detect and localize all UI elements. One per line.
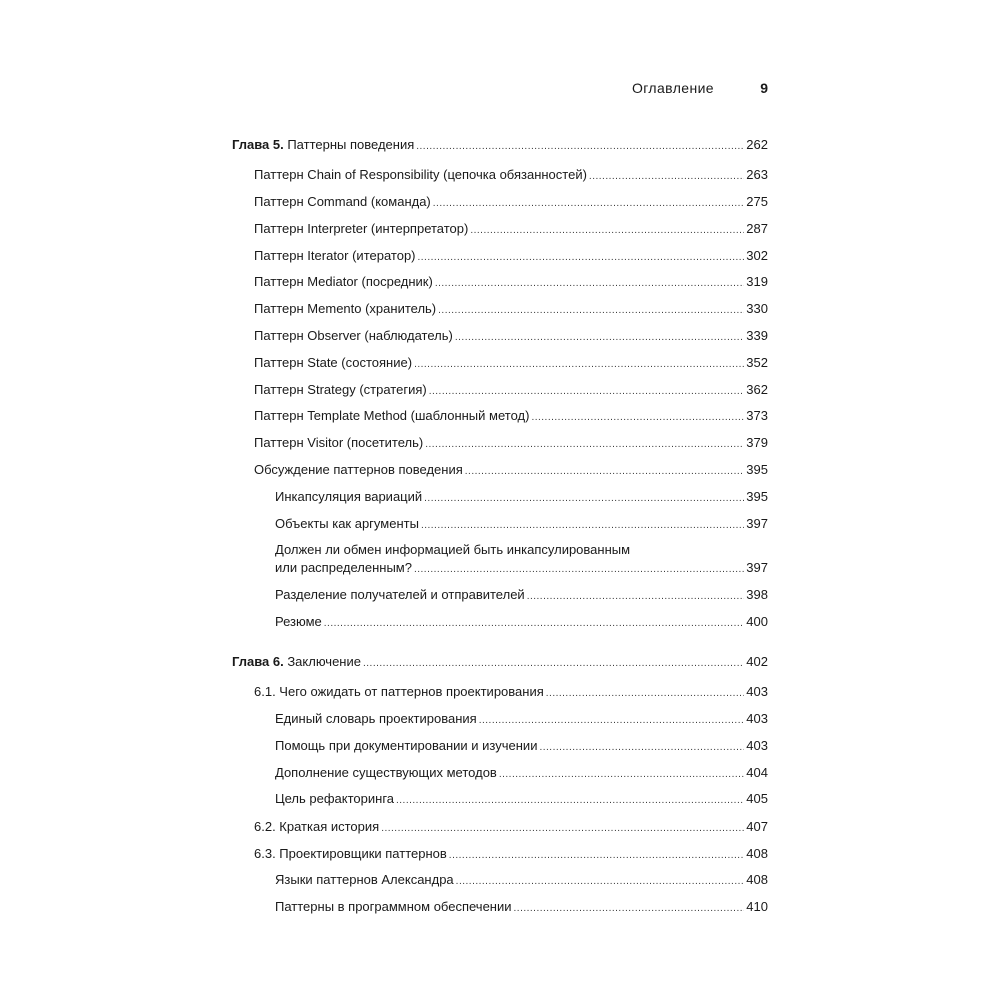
- toc-page-number: 379: [746, 435, 768, 450]
- toc-entry-title: Паттерн Visitor (посетитель): [254, 435, 424, 450]
- toc-page-number: 397: [746, 516, 768, 531]
- toc-entry[interactable]: [254, 220, 768, 237]
- toc-subentry[interactable]: [275, 515, 768, 532]
- toc-page-number: 302: [746, 248, 768, 263]
- toc-entry[interactable]: [254, 845, 768, 862]
- toc-entry-title: Объекты как аргументы: [275, 516, 419, 531]
- toc-subentry[interactable]: [275, 764, 768, 781]
- dot-leader: [465, 465, 745, 478]
- toc-entry-title: Паттерн Command (команда): [254, 194, 431, 209]
- toc-page-number: 262: [746, 137, 768, 152]
- toc-entry-title: Единый словарь проектирования: [275, 711, 477, 726]
- dot-leader: [527, 590, 745, 603]
- toc-entry-title: Дополнение существующих методов: [275, 765, 497, 780]
- toc-entry-title: Паттерн Mediator (посредник): [254, 274, 433, 289]
- toc-entry-title: Обсуждение паттернов поведения: [254, 462, 463, 477]
- toc-entry-title: Инкапсуляция вариаций: [275, 489, 423, 504]
- dot-leader: [438, 304, 744, 317]
- toc-page-number: 373: [746, 408, 768, 423]
- toc-page-number: 408: [746, 872, 768, 887]
- dot-leader: [424, 492, 744, 505]
- toc-page-number: 402: [746, 654, 768, 669]
- toc-entry[interactable]: [254, 683, 768, 700]
- toc-entry-title: Паттерн Observer (наблюдатель): [254, 328, 453, 343]
- toc-entry-title: или распределенным?: [275, 560, 412, 575]
- toc-entry-title: Разделение получателей и отправителей: [275, 587, 525, 602]
- toc-page-number: 395: [746, 489, 768, 504]
- dot-leader: [414, 358, 744, 371]
- toc-page-number: 400: [746, 614, 768, 629]
- dot-leader: [414, 563, 744, 576]
- toc-entry-title: Паттерн State (состояние): [254, 355, 413, 370]
- dot-leader: [429, 385, 745, 398]
- chapter-title: Паттерны поведения: [283, 137, 415, 152]
- toc-subentry[interactable]: [275, 488, 768, 505]
- chapter-prefix: Глава 6.: [232, 654, 284, 669]
- toc-page-number: 410: [746, 899, 768, 914]
- dot-leader: [456, 875, 745, 888]
- toc-page-number: 403: [746, 711, 768, 726]
- toc-entry[interactable]: [254, 300, 768, 317]
- dot-leader: [479, 714, 745, 727]
- toc-entry[interactable]: [254, 461, 768, 478]
- dot-leader: [499, 768, 744, 781]
- toc-page-number: 287: [746, 221, 768, 236]
- dot-leader: [589, 170, 744, 183]
- toc-page-number: 275: [746, 194, 768, 209]
- dot-leader: [396, 794, 744, 807]
- toc-entry-title: Паттерн Iterator (итератор): [254, 248, 416, 263]
- dot-leader: [421, 519, 744, 532]
- toc-chapter-5[interactable]: [232, 136, 768, 153]
- toc-page-number: 397: [746, 560, 768, 575]
- dot-leader: [531, 411, 744, 424]
- dot-leader: [455, 331, 744, 344]
- toc-entry-title: Помощь при документировании и изучении: [275, 738, 538, 753]
- toc-subentry[interactable]: [275, 871, 768, 888]
- toc-page-number: 408: [746, 846, 768, 861]
- toc-page-number: 330: [746, 301, 768, 316]
- toc-entry-title: Паттерн Strategy (стратегия): [254, 382, 427, 397]
- toc-entry[interactable]: [254, 166, 768, 183]
- toc-subentry[interactable]: [275, 710, 768, 727]
- toc-entry-title: 6.3. Проектировщики паттернов: [254, 846, 447, 861]
- toc-entry-title: Паттерн Template Method (шаблонный метод): [254, 408, 530, 423]
- toc-subentry-title-line1[interactable]: Должен ли обмен информацией быть инкапсулированным: [275, 542, 631, 557]
- toc-entry[interactable]: [254, 354, 768, 371]
- toc-page-number: 404: [746, 765, 768, 780]
- toc-subentry[interactable]: [275, 737, 768, 754]
- toc-entry-title: Языки паттернов Александра: [275, 872, 454, 887]
- toc-entry[interactable]: [254, 434, 768, 451]
- dot-leader: [425, 438, 744, 451]
- dot-leader: [363, 657, 744, 670]
- toc-entry-title: Паттерн Interpreter (интерпретатор): [254, 221, 469, 236]
- toc-subentry[interactable]: [275, 790, 768, 807]
- dot-leader: [381, 822, 744, 835]
- dot-leader: [514, 902, 745, 915]
- toc-entry[interactable]: [254, 818, 768, 835]
- toc-page-number: 395: [746, 462, 768, 477]
- toc-entry-title: [232, 653, 361, 670]
- toc-page-number: 403: [746, 684, 768, 699]
- dot-leader: [539, 741, 744, 754]
- toc-page-number: 339: [746, 328, 768, 343]
- toc-entry[interactable]: [254, 381, 768, 398]
- toc-entry-title: Паттерн Chain of Responsibility (цепочка обязанностей): [254, 167, 587, 182]
- toc-entry[interactable]: [254, 273, 768, 290]
- toc-subentry[interactable]: [275, 898, 768, 915]
- chapter-prefix: Глава 5.: [232, 137, 284, 152]
- toc-entry-title: Резюме: [275, 614, 322, 629]
- toc-entry-title: 6.1. Чего ожидать от паттернов проектирования: [254, 684, 544, 699]
- dot-leader: [416, 140, 744, 153]
- toc-page-number: 352: [746, 355, 768, 370]
- header-title: Оглавление: [631, 80, 714, 96]
- header-page-number: 9: [760, 80, 768, 96]
- toc-page-number: 398: [746, 587, 768, 602]
- toc-subentry[interactable]: [275, 613, 768, 630]
- toc-chapter-6[interactable]: [232, 653, 768, 670]
- dot-leader: [324, 617, 745, 630]
- toc-entry-title: Паттерны в программном обеспечении: [275, 899, 512, 914]
- toc-entry[interactable]: [254, 327, 768, 344]
- dot-leader: [433, 197, 745, 210]
- toc-subentry[interactable]: [275, 559, 768, 576]
- toc-page-number: 407: [746, 819, 768, 834]
- toc-entry-title: Цель рефакторинга: [275, 791, 394, 806]
- dot-leader: [449, 849, 745, 862]
- dot-leader: [435, 277, 744, 290]
- toc-page-number: 319: [746, 274, 768, 289]
- toc-entry[interactable]: [254, 407, 768, 424]
- dot-leader: [546, 687, 745, 700]
- dot-leader: [418, 251, 745, 264]
- toc-entry[interactable]: [254, 247, 768, 264]
- toc-page-number: 362: [746, 382, 768, 397]
- toc-entry-title: Паттерн Memento (хранитель): [254, 301, 437, 316]
- toc-entry[interactable]: [254, 193, 768, 210]
- dot-leader: [470, 224, 744, 237]
- toc-entry-title: [232, 136, 414, 153]
- toc-page-number: 403: [746, 738, 768, 753]
- chapter-title: Заключение: [283, 654, 361, 669]
- toc-subentry[interactable]: [275, 586, 768, 603]
- toc-entry-title: 6.2. Краткая история: [254, 819, 380, 834]
- toc-page-number: 405: [746, 791, 768, 806]
- toc-page-number: 263: [746, 167, 768, 182]
